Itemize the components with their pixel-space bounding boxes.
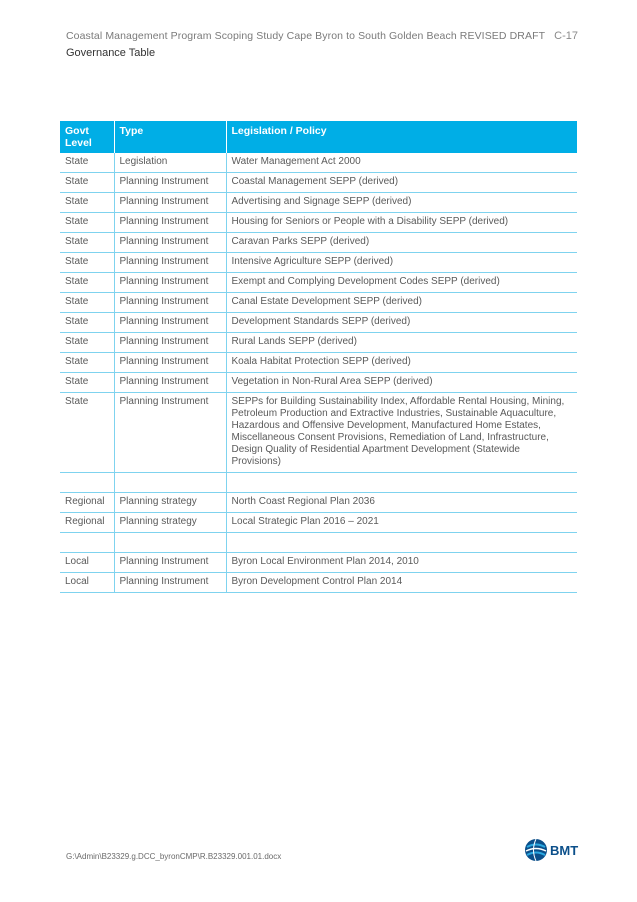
legislation-cell: Byron Development Control Plan 2014 [226,573,577,593]
type-cell: Planning Instrument [114,573,226,593]
type-cell: Planning Instrument [114,213,226,233]
table-row [60,313,577,333]
table-row [60,533,577,553]
table-row [60,193,577,213]
govt-level-cell: State [60,313,114,333]
govt-level-cell: State [60,153,114,173]
table-row [60,173,577,193]
type-cell: Planning Instrument [114,233,226,253]
govt-level-cell: State [60,393,114,473]
governance-table [60,121,577,593]
govt-level-cell: Local [60,573,114,593]
page-number: C-17 [554,30,578,42]
legislation-cell: Development Standards SEPP (derived) [226,313,577,333]
type-cell: Planning strategy [114,493,226,513]
legislation-cell: Caravan Parks SEPP (derived) [226,233,577,253]
type-cell: Planning Instrument [114,193,226,213]
footer-file-path: G:\Admin\B23329.g.DCC_byronCMP\R.B23329.001.01.docx [66,852,282,861]
govt-level-cell: State [60,273,114,293]
legislation-cell: Byron Local Environment Plan 2014, 2010 [226,553,577,573]
legislation-cell [226,473,577,493]
bmt-logo [524,838,578,862]
legislation-cell: Rural Lands SEPP (derived) [226,333,577,353]
table-row [60,273,577,293]
legislation-cell: Local Strategic Plan 2016 – 2021 [226,513,577,533]
legislation-cell: Canal Estate Development SEPP (derived) [226,293,577,313]
type-cell: Planning Instrument [114,313,226,333]
table-row [60,333,577,353]
table-row [60,513,577,533]
type-cell: Planning Instrument [114,393,226,473]
legislation-cell: Coastal Management SEPP (derived) [226,173,577,193]
bmt-globe-icon [524,838,548,862]
document-title: Coastal Management Program Scoping Study Cape Byron to South Golden Beach REVISED DRAFT [66,30,546,42]
column-header-legislation: Legislation / Policy [226,121,577,153]
type-cell: Planning Instrument [114,553,226,573]
govt-level-cell: State [60,233,114,253]
column-header-type: Type [114,121,226,153]
govt-level-cell: State [60,293,114,313]
govt-level-cell: Regional [60,513,114,533]
section-title: Governance Table [66,47,156,59]
table-row [60,573,577,593]
table-row [60,553,577,573]
govt-level-cell: State [60,193,114,213]
legislation-cell: Housing for Seniors or People with a Disability SEPP (derived) [226,213,577,233]
table-body [60,153,577,593]
govt-level-cell: State [60,353,114,373]
type-cell: Planning strategy [114,513,226,533]
govt-level-cell: State [60,213,114,233]
table-row [60,153,577,173]
type-cell [114,533,226,553]
type-cell: Planning Instrument [114,353,226,373]
logo-text: BMT [550,842,579,858]
govt-level-cell [60,473,114,493]
legislation-cell: Exempt and Complying Development Codes SEPP (derived) [226,273,577,293]
type-cell: Planning Instrument [114,333,226,353]
govt-level-cell: State [60,253,114,273]
table-row [60,233,577,253]
govt-level-cell: State [60,373,114,393]
table-header-row [60,121,577,153]
table-row [60,253,577,273]
type-cell: Legislation [114,153,226,173]
table-row [60,473,577,493]
table-row [60,213,577,233]
table-row [60,293,577,313]
type-cell: Planning Instrument [114,293,226,313]
legislation-cell: Intensive Agriculture SEPP (derived) [226,253,577,273]
legislation-cell [226,533,577,553]
govt-level-cell: Local [60,553,114,573]
legislation-cell: Water Management Act 2000 [226,153,577,173]
table-row [60,493,577,513]
type-cell [114,473,226,493]
legislation-cell: Koala Habitat Protection SEPP (derived) [226,353,577,373]
type-cell: Planning Instrument [114,273,226,293]
type-cell: Planning Instrument [114,373,226,393]
govt-level-cell: State [60,173,114,193]
legislation-cell: Advertising and Signage SEPP (derived) [226,193,577,213]
table-row [60,353,577,373]
govt-level-cell [60,533,114,553]
column-header-govt-level: Govt Level [60,121,114,153]
type-cell: Planning Instrument [114,253,226,273]
govt-level-cell: Regional [60,493,114,513]
table-row [60,393,577,473]
table-row [60,373,577,393]
legislation-cell: SEPPs for Building Sustainability Index, Affordable Rental Housing, Mining, Petroleum Production and Extractive Industries, Sustainable Aquaculture, Hazardous and Offensive Development, Manufactured Home Estates, Miscellaneous Consent Provisions, Remediation of Land, Infrastructure, Design Quality of Residential Apartment Development (Statewide Provisions) [226,393,577,473]
legislation-cell: Vegetation in Non-Rural Area SEPP (derived) [226,373,577,393]
govt-level-cell: State [60,333,114,353]
legislation-cell: North Coast Regional Plan 2036 [226,493,577,513]
type-cell: Planning Instrument [114,173,226,193]
